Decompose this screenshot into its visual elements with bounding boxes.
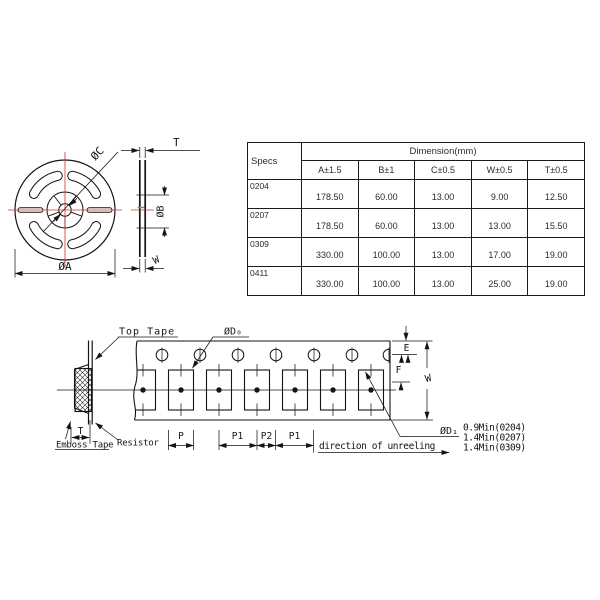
component-dot (178, 387, 183, 392)
component-dot (254, 387, 259, 392)
value-cell: 9.00 (471, 180, 528, 209)
value-cell: 13.00 (471, 209, 528, 238)
emboss-tape-label: Emboss Tape (56, 440, 114, 451)
spec-cell: 0204 (248, 180, 302, 209)
e-label: E (403, 343, 410, 354)
value-cell: 13.00 (415, 180, 472, 209)
col-header-w: W±0.5 (471, 161, 528, 180)
dimension-header-cell: Dimension(mm) (302, 143, 585, 161)
table-row (248, 238, 585, 267)
side-b-label: ØB (155, 205, 167, 218)
d1-note-2: 1.4Min(0207) (463, 432, 526, 444)
top-tape-leader (96, 337, 120, 360)
spec-cell: 0411 (248, 267, 302, 296)
d1-note-1: 0.9Min(0204) (463, 422, 526, 434)
value-cell: 60.00 (358, 180, 415, 209)
value-cell: 17.00 (471, 238, 528, 267)
component-dot (292, 387, 297, 392)
top-tape-label: Top Tape (119, 326, 176, 338)
reel-slot (68, 222, 101, 249)
col-header-c: C±0.5 (415, 161, 472, 180)
value-cell: 13.00 (415, 209, 472, 238)
reel-spoke (54, 196, 61, 205)
value-cell: 12.50 (528, 180, 585, 209)
side-t-label: T (173, 136, 180, 149)
tape-holes-and-pockets (131, 348, 395, 417)
reel-spoke (48, 212, 59, 216)
component-dot (216, 387, 221, 392)
col-header-b: B±1 (358, 161, 415, 180)
emboss-tape-leader (66, 422, 71, 440)
value-cell: 25.00 (471, 267, 528, 296)
value-cell: 19.00 (528, 267, 585, 296)
value-cell: 13.00 (415, 267, 472, 296)
f-label: F (395, 365, 402, 376)
tape-torn-edge (134, 341, 137, 420)
tape-w-label: W (424, 372, 433, 386)
spec-cell: 0207 (248, 209, 302, 238)
tape-cross-section (55, 337, 178, 450)
reel-spoke (71, 212, 82, 216)
dia-d0-leader (193, 337, 214, 368)
value-cell: 60.00 (358, 209, 415, 238)
table-row (248, 180, 585, 209)
p2-label: P2 (260, 431, 273, 442)
d1-note-3: 1.4Min(0309) (463, 442, 526, 454)
table-row (248, 267, 585, 296)
resistor-leader (96, 423, 119, 440)
reel-slot (29, 222, 62, 249)
col-header-t: T±0.5 (528, 161, 585, 180)
dia-d1-label: ØD₁ (440, 426, 459, 437)
component-dot (368, 387, 373, 392)
p1b-label: P1 (288, 431, 301, 442)
tape-strip (57, 326, 459, 453)
component-dot (140, 387, 145, 392)
value-cell: 15.50 (528, 209, 585, 238)
unreeling-label: direction of unreeling (319, 441, 435, 452)
reel-slot (29, 171, 62, 198)
value-cell: 100.00 (358, 267, 415, 296)
dimension-table (247, 142, 585, 295)
value-cell: 13.00 (415, 238, 472, 267)
value-cell: 330.00 (302, 238, 359, 267)
dimension-table-grid (247, 142, 585, 296)
spec-cell: 0309 (248, 238, 302, 267)
p1-label: P1 (231, 431, 244, 442)
value-cell: 178.50 (302, 209, 359, 238)
reel-front-view (8, 152, 122, 278)
col-header-a: A±1.5 (302, 161, 359, 180)
value-cell: 100.00 (358, 238, 415, 267)
table-row (248, 209, 585, 238)
dia-c-arrow-lower (53, 214, 61, 221)
xsec-t-label: T (77, 426, 84, 437)
component-dot (330, 387, 335, 392)
value-cell: 19.00 (528, 238, 585, 267)
value-cell: 330.00 (302, 267, 359, 296)
dia-d0-label: ØD₀ (224, 326, 243, 338)
p-label: P (178, 431, 184, 442)
dia-c-label: ØC (88, 144, 107, 163)
value-cell: 178.50 (302, 180, 359, 209)
resistor-label: Resistor (117, 438, 159, 449)
specs-header-cell: Specs (248, 143, 302, 180)
side-w-label: W (151, 254, 162, 267)
dia-a-label: ØA (58, 260, 72, 273)
